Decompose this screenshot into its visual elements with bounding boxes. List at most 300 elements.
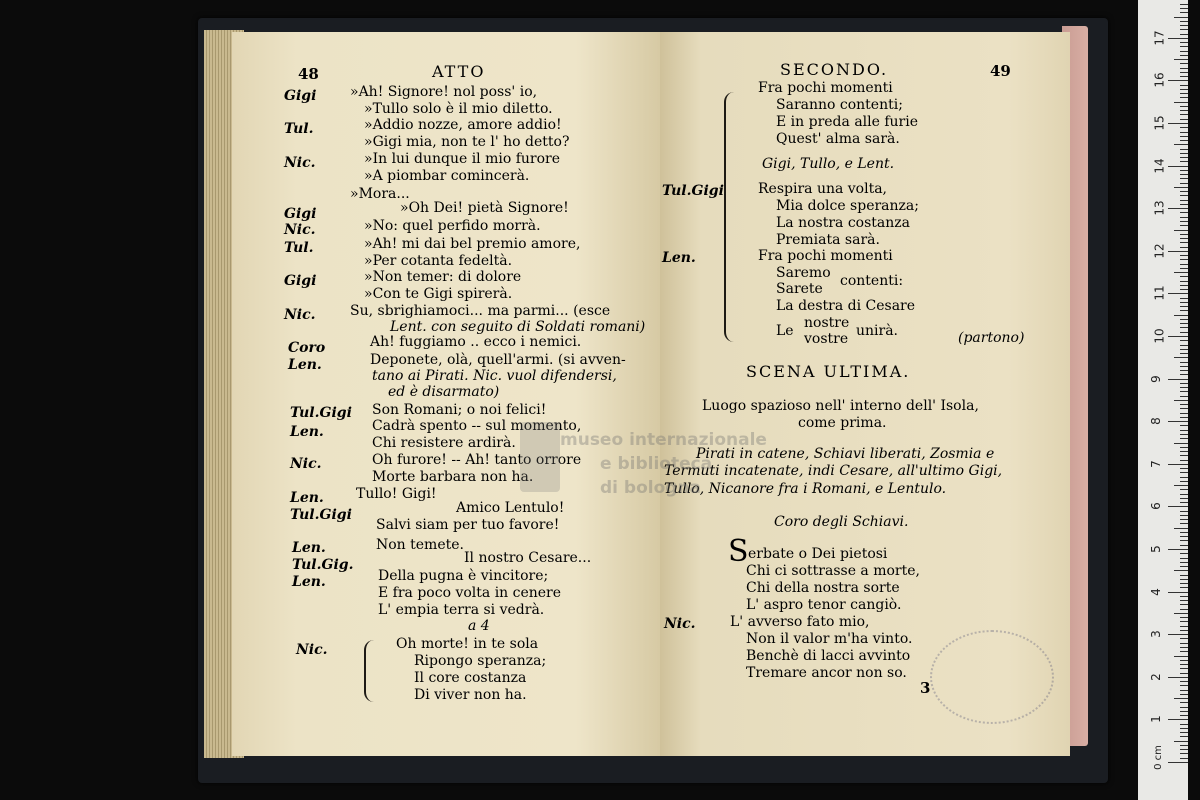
ruler-tick bbox=[1180, 34, 1188, 35]
speaker: Coro bbox=[288, 340, 326, 356]
library-stamp bbox=[930, 630, 1054, 724]
ruler-tick bbox=[1180, 587, 1188, 588]
ruler-tick bbox=[1180, 200, 1188, 201]
ruler-tick bbox=[1168, 379, 1188, 380]
ruler-tick bbox=[1168, 677, 1188, 678]
ruler-tick bbox=[1180, 353, 1188, 354]
ruler-tick bbox=[1180, 417, 1188, 418]
watermark-line: e biblioteca bbox=[600, 454, 713, 474]
stage-direction: ed è disarmato) bbox=[388, 384, 500, 400]
ruler-tick bbox=[1180, 264, 1188, 265]
ruler-tick bbox=[1180, 630, 1188, 631]
ruler-tick bbox=[1180, 225, 1188, 226]
speaker: Len. bbox=[292, 540, 326, 556]
ruler-tick bbox=[1180, 255, 1188, 256]
ruler-tick bbox=[1180, 302, 1188, 303]
ruler-label: 5 bbox=[1148, 545, 1163, 553]
ruler-tick bbox=[1180, 157, 1188, 158]
ruler-tick bbox=[1180, 76, 1188, 77]
verse-line: Cadrà spento -- sul momento, bbox=[372, 418, 582, 434]
ruler-tick bbox=[1180, 106, 1188, 107]
ruler-tick bbox=[1180, 438, 1188, 439]
speaker: Nic. bbox=[290, 456, 322, 472]
verse-line: »Non temer: di dolore bbox=[364, 269, 522, 285]
watermark-line: museo internazionale bbox=[560, 430, 767, 450]
ruler-tick bbox=[1180, 575, 1188, 576]
ruler-label: 11 bbox=[1152, 285, 1167, 302]
verse-line: »Ah! mi dai bel premio amore, bbox=[364, 236, 581, 252]
verse-line: »No: quel perfido morrà. bbox=[364, 218, 541, 234]
ruler-tick bbox=[1180, 289, 1188, 290]
scene-description: Luogo spazioso nell' interno dell' Isola, bbox=[702, 398, 979, 414]
ruler-tick bbox=[1180, 298, 1188, 299]
ruler-tick bbox=[1168, 506, 1188, 507]
ruler-tick bbox=[1180, 494, 1188, 495]
verse-line: Mia dolce speranza; bbox=[776, 198, 919, 214]
verse-line: E fra poco volta in cenere bbox=[378, 585, 562, 601]
ruler-tick bbox=[1180, 749, 1188, 750]
speaker: Len. bbox=[292, 574, 326, 590]
verse-line: Son Romani; o noi felici! bbox=[372, 402, 547, 418]
speaker: Nic. bbox=[296, 642, 328, 658]
ruler-tick bbox=[1180, 430, 1188, 431]
ruler-tick bbox=[1174, 656, 1188, 657]
verse-line: La nostra costanza bbox=[776, 215, 911, 231]
ruler-tick bbox=[1180, 626, 1188, 627]
ruler-tick bbox=[1180, 170, 1188, 171]
brace bbox=[364, 640, 374, 702]
ruler-tick bbox=[1168, 634, 1188, 635]
speaker: Tul. bbox=[284, 240, 314, 256]
ruler-tick bbox=[1180, 617, 1188, 618]
ruler-tick bbox=[1168, 421, 1188, 422]
ruler-tick bbox=[1180, 85, 1188, 86]
ruler-tick bbox=[1180, 609, 1188, 610]
ruler-tick bbox=[1180, 643, 1188, 644]
verse-line: »Con te Gigi spirerà. bbox=[364, 286, 513, 302]
speaker: Len. bbox=[290, 490, 324, 506]
ruler-tick bbox=[1168, 762, 1188, 763]
ruler-tick bbox=[1180, 566, 1188, 567]
speaker: Nic. bbox=[284, 307, 316, 323]
ruler-tick bbox=[1180, 728, 1188, 729]
ruler-tick bbox=[1180, 451, 1188, 452]
verse-line: »In lui dunque il mio furore bbox=[364, 151, 561, 167]
ruler-tick bbox=[1168, 549, 1188, 550]
stage-direction: Gigi, Tullo, e Lent. bbox=[762, 156, 895, 172]
ruler-tick bbox=[1174, 144, 1188, 145]
verse-line: »Ah! Signore! nol poss' io, bbox=[350, 84, 538, 100]
ruler-tick bbox=[1180, 707, 1188, 708]
speaker: Gigi bbox=[284, 273, 317, 289]
verse-line: Tremare ancor non so. bbox=[746, 665, 907, 681]
ruler-tick bbox=[1180, 323, 1188, 324]
ruler-tick bbox=[1180, 536, 1188, 537]
verse-line: Il nostro Cesare... bbox=[464, 550, 592, 566]
ruler-tick bbox=[1174, 698, 1188, 699]
ruler-tick bbox=[1180, 498, 1188, 499]
verse-line: Saranno contenti; bbox=[776, 97, 903, 113]
ruler-tick bbox=[1180, 540, 1188, 541]
ruler-tick bbox=[1180, 387, 1188, 388]
ruler-tick bbox=[1180, 753, 1188, 754]
ruler-tick bbox=[1180, 332, 1188, 333]
ruler-tick bbox=[1180, 12, 1188, 13]
ruler-tick bbox=[1168, 464, 1188, 465]
ruler-tick bbox=[1180, 668, 1188, 669]
ruler-tick bbox=[1174, 230, 1188, 231]
ruler-tick bbox=[1180, 327, 1188, 328]
ruler-tick bbox=[1180, 562, 1188, 563]
ruler-tick bbox=[1174, 741, 1188, 742]
ensemble-marker: a 4 bbox=[468, 618, 490, 634]
watermark-logo bbox=[520, 422, 560, 492]
ruler-tick bbox=[1180, 268, 1188, 269]
ruler-tick bbox=[1180, 545, 1188, 546]
verse-line: Il core costanza bbox=[414, 670, 527, 686]
verse-line: Fra pochi momenti bbox=[758, 248, 893, 264]
ruler-tick bbox=[1180, 532, 1188, 533]
ruler-tick bbox=[1180, 558, 1188, 559]
ruler-label: 15 bbox=[1152, 115, 1167, 131]
ruler-tick bbox=[1180, 183, 1188, 184]
ruler-tick bbox=[1180, 306, 1188, 307]
verse-line: Oh furore! -- Ah! tanto orrore bbox=[372, 452, 582, 468]
ruler-tick bbox=[1180, 736, 1188, 737]
verse-line: Ripongo speranza; bbox=[414, 653, 547, 669]
ruler-label: 16 bbox=[1152, 72, 1167, 89]
ruler-tick bbox=[1180, 681, 1188, 682]
ruler-tick bbox=[1180, 238, 1188, 239]
ruler-tick bbox=[1180, 46, 1188, 47]
verse-line: »A piombar comincerà. bbox=[364, 168, 530, 184]
ruler-tick bbox=[1180, 204, 1188, 205]
ruler-tick bbox=[1180, 55, 1188, 56]
verse-line: Saremo bbox=[776, 265, 831, 281]
stage-direction: Termuti incatenate, indi Cesare, all'ultimo Gigi, bbox=[664, 463, 1003, 479]
verse-line: Chi ci sottrasse a morte, bbox=[746, 563, 920, 579]
ruler-tick bbox=[1168, 719, 1188, 720]
ruler-tick bbox=[1180, 600, 1188, 601]
ruler-tick bbox=[1180, 621, 1188, 622]
ruler-tick bbox=[1168, 592, 1188, 593]
ruler-tick bbox=[1180, 4, 1188, 5]
ruler-label: 8 bbox=[1148, 417, 1163, 426]
ruler-tick bbox=[1168, 251, 1188, 252]
ruler-tick bbox=[1180, 72, 1188, 73]
verse-line: Chi resistere ardirà. bbox=[372, 435, 516, 451]
ruler-tick bbox=[1180, 51, 1188, 52]
ruler-tick bbox=[1180, 519, 1188, 520]
ruler-tick bbox=[1180, 404, 1188, 405]
ruler-tick bbox=[1180, 285, 1188, 286]
verse-line: L' avverso fato mio, bbox=[730, 614, 870, 630]
verse-line: Morte barbara non ha. bbox=[372, 469, 534, 485]
ruler-tick bbox=[1180, 455, 1188, 456]
ruler-tick bbox=[1180, 702, 1188, 703]
ruler-tick bbox=[1174, 102, 1188, 103]
ruler-tick bbox=[1180, 690, 1188, 691]
ruler-tick bbox=[1180, 673, 1188, 674]
verse-line: Salvi siam per tuo favore! bbox=[376, 517, 560, 533]
ruler-tick bbox=[1180, 247, 1188, 248]
ruler-tick bbox=[1180, 523, 1188, 524]
speaker: Tul. bbox=[284, 121, 314, 137]
ruler-tick bbox=[1180, 281, 1188, 282]
verse-line: L' empia terra si vedrà. bbox=[378, 602, 545, 618]
ruler-tick bbox=[1174, 570, 1188, 571]
ruler-tick bbox=[1180, 149, 1188, 150]
ruler-tick bbox=[1180, 8, 1188, 9]
speaker: Nic. bbox=[284, 155, 316, 171]
ruler-tick bbox=[1180, 178, 1188, 179]
ruler-tick bbox=[1180, 68, 1188, 69]
ruler-tick bbox=[1180, 362, 1188, 363]
ruler-tick bbox=[1180, 583, 1188, 584]
ruler-tick bbox=[1180, 758, 1188, 759]
ruler-tick bbox=[1180, 140, 1188, 141]
verse-line: Ah! fuggiamo .. ecco i nemici. bbox=[370, 334, 582, 350]
ruler-tick bbox=[1180, 217, 1188, 218]
ruler-label: 17 bbox=[1152, 30, 1167, 46]
verse-line: vostre bbox=[804, 331, 849, 347]
ruler-tick bbox=[1174, 528, 1188, 529]
ruler-tick bbox=[1180, 515, 1188, 516]
verse-line: Quest' alma sarà. bbox=[776, 131, 900, 147]
speaker: Nic. bbox=[284, 222, 316, 238]
ruler-tick bbox=[1174, 17, 1188, 18]
ruler-label: 7 bbox=[1148, 459, 1163, 468]
ruler-tick bbox=[1174, 443, 1188, 444]
ruler-tick bbox=[1180, 694, 1188, 695]
ruler-tick bbox=[1180, 114, 1188, 115]
verse-line: Sarete bbox=[776, 281, 823, 297]
ruler-label: 14 bbox=[1152, 157, 1167, 174]
ruler-tick bbox=[1180, 42, 1188, 43]
verse-line: Benchè di lacci avvinto bbox=[746, 648, 911, 664]
verse-line: »Oh Dei! pietà Signore! bbox=[400, 200, 569, 216]
verse-line: contenti: bbox=[840, 273, 904, 289]
ruler-tick bbox=[1180, 425, 1188, 426]
verse-line: E in preda alle furie bbox=[776, 114, 919, 130]
ruler-tick bbox=[1180, 132, 1188, 133]
ruler-tick bbox=[1180, 489, 1188, 490]
ruler-tick bbox=[1180, 638, 1188, 639]
stage-direction: (partono) bbox=[958, 330, 1025, 346]
verse-line: Respira una volta, bbox=[758, 181, 888, 197]
stage-direction: tano ai Pirati. Nic. vuol difendersi, bbox=[372, 368, 617, 384]
ruler-label: 3 bbox=[1148, 630, 1163, 639]
verse-line: La destra di Cesare bbox=[776, 298, 916, 314]
watermark-line: di bologna bbox=[600, 478, 702, 498]
ruler-tick bbox=[1180, 25, 1188, 26]
ruler-tick bbox=[1180, 724, 1188, 725]
stage-direction: Tullo, Nicanore fra i Romani, e Lentulo. bbox=[664, 481, 947, 497]
ruler-tick bbox=[1180, 553, 1188, 554]
ruler-label: 12 bbox=[1152, 243, 1167, 259]
ruler-tick bbox=[1168, 80, 1188, 81]
ruler-label: 1 bbox=[1148, 715, 1163, 724]
speaker: Len. bbox=[290, 424, 324, 440]
ruler-tick bbox=[1174, 613, 1188, 614]
ruler-tick bbox=[1180, 345, 1188, 346]
signature-mark: 3 bbox=[920, 679, 931, 697]
ruler-label: 9 bbox=[1148, 374, 1163, 383]
ruler-tick bbox=[1180, 242, 1188, 243]
page-number: 48 bbox=[298, 65, 319, 83]
ruler-tick bbox=[1180, 21, 1188, 22]
ruler-label: 13 bbox=[1152, 200, 1167, 216]
ruler-tick bbox=[1180, 396, 1188, 397]
verse-line: »Per cotanta fedeltà. bbox=[364, 253, 513, 269]
ruler-tick bbox=[1180, 119, 1188, 120]
verse-line: Le bbox=[776, 323, 794, 339]
ruler-tick bbox=[1168, 123, 1188, 124]
ruler-tick bbox=[1180, 349, 1188, 350]
ruler-tick bbox=[1180, 29, 1188, 30]
ruler-tick bbox=[1180, 481, 1188, 482]
speaker: Len. bbox=[662, 250, 696, 266]
speaker: Gigi bbox=[284, 88, 317, 104]
ruler-tick bbox=[1180, 511, 1188, 512]
verse-line: Non il valor m'ha vinto. bbox=[746, 631, 913, 647]
ruler-tick bbox=[1168, 208, 1188, 209]
ruler-tick bbox=[1180, 340, 1188, 341]
brace bbox=[724, 92, 734, 342]
ruler-tick bbox=[1180, 63, 1188, 64]
ruler-tick bbox=[1180, 651, 1188, 652]
ruler-tick bbox=[1180, 212, 1188, 213]
chorus-heading: Coro degli Schiavi. bbox=[774, 514, 909, 530]
speaker: Tul.Gigi bbox=[290, 405, 352, 421]
ruler-tick bbox=[1174, 400, 1188, 401]
verse-line: »Gigi mia, non te l' ho detto? bbox=[364, 134, 570, 150]
ruler-label: 4 bbox=[1148, 587, 1163, 596]
running-header: ATTO bbox=[432, 62, 486, 81]
ruler-tick bbox=[1180, 161, 1188, 162]
verse-line: Amico Lentulo! bbox=[456, 500, 565, 516]
ruler-tick bbox=[1180, 276, 1188, 277]
ruler-tick bbox=[1180, 579, 1188, 580]
verse-line: L' aspro tenor cangiò. bbox=[746, 597, 902, 613]
ruler-tick bbox=[1180, 383, 1188, 384]
verse-line: »Mora... bbox=[350, 186, 410, 202]
ruler-tick bbox=[1180, 374, 1188, 375]
ruler-tick bbox=[1180, 447, 1188, 448]
verse-line: »Tullo solo è il mio diletto. bbox=[364, 101, 553, 117]
verse-line: Oh morte! in te sola bbox=[396, 636, 539, 652]
ruler-tick bbox=[1180, 195, 1188, 196]
ruler-tick bbox=[1180, 468, 1188, 469]
ruler-tick bbox=[1180, 136, 1188, 137]
ruler-tick bbox=[1180, 370, 1188, 371]
ruler-tick bbox=[1180, 460, 1188, 461]
watermark bbox=[560, 428, 800, 500]
scene-heading: SCENA ULTIMA. bbox=[746, 362, 911, 381]
ruler-tick bbox=[1180, 502, 1188, 503]
verse-line: »Addio nozze, amore addio! bbox=[364, 117, 562, 133]
ruler-tick bbox=[1174, 485, 1188, 486]
ruler-tick bbox=[1180, 153, 1188, 154]
ruler-tick bbox=[1174, 59, 1188, 60]
ruler-tick bbox=[1180, 310, 1188, 311]
running-header: SECONDO. bbox=[780, 60, 889, 79]
ruler-tick bbox=[1180, 234, 1188, 235]
ruler-tick bbox=[1180, 97, 1188, 98]
ruler-tick bbox=[1180, 93, 1188, 94]
measurement-ruler bbox=[1138, 0, 1188, 800]
ruler-tick bbox=[1180, 191, 1188, 192]
verse-line: erbate o Dei pietosi bbox=[748, 546, 888, 562]
ruler-tick bbox=[1174, 357, 1188, 358]
verse-line: Deponete, olà, quell'armi. (si avven- bbox=[370, 352, 626, 368]
ruler-tick bbox=[1180, 745, 1188, 746]
ruler-tick bbox=[1180, 664, 1188, 665]
verse-line: Di viver non ha. bbox=[414, 687, 527, 703]
ruler-tick bbox=[1180, 685, 1188, 686]
scene-description: come prima. bbox=[798, 415, 887, 431]
ruler-tick bbox=[1168, 38, 1188, 39]
ruler-tick bbox=[1180, 366, 1188, 367]
ruler-tick bbox=[1180, 89, 1188, 90]
verse-line: Su, sbrighiamoci... ma parmi... (esce bbox=[350, 303, 611, 319]
ruler-label: 6 bbox=[1148, 502, 1163, 511]
ruler-tick bbox=[1180, 434, 1188, 435]
ruler-tick bbox=[1180, 319, 1188, 320]
ruler-tick bbox=[1180, 711, 1188, 712]
verse-line: Tullo! Gigi! bbox=[356, 486, 437, 502]
ruler-tick bbox=[1174, 187, 1188, 188]
ruler-tick bbox=[1174, 272, 1188, 273]
verse-line: nostre bbox=[804, 315, 850, 331]
ruler-tick bbox=[1168, 293, 1188, 294]
ruler-tick bbox=[1180, 408, 1188, 409]
verse-line: Fra pochi momenti bbox=[758, 80, 893, 96]
ruler-tick bbox=[1180, 660, 1188, 661]
verse-line: Non temete. bbox=[376, 537, 464, 553]
ruler-tick bbox=[1180, 604, 1188, 605]
ruler-tick bbox=[1168, 166, 1188, 167]
ruler-tick bbox=[1168, 336, 1188, 337]
verse-line: Premiata sarà. bbox=[776, 232, 880, 248]
ruler-label: 2 bbox=[1148, 672, 1163, 681]
ruler-label: 10 bbox=[1152, 328, 1167, 344]
ruler-tick bbox=[1180, 715, 1188, 716]
ruler-tick bbox=[1180, 413, 1188, 414]
ruler-tick bbox=[1180, 110, 1188, 111]
ruler-tick bbox=[1180, 127, 1188, 128]
ruler-tick bbox=[1180, 732, 1188, 733]
ruler-tick bbox=[1180, 596, 1188, 597]
stage-direction: Lent. con seguito di Soldati romani) bbox=[390, 319, 646, 335]
ruler-tick bbox=[1180, 477, 1188, 478]
drop-cap: S bbox=[728, 534, 749, 569]
verse-line: Della pugna è vincitore; bbox=[378, 568, 549, 584]
ruler-tick bbox=[1180, 259, 1188, 260]
ruler-tick bbox=[1174, 315, 1188, 316]
ruler-tick bbox=[1180, 472, 1188, 473]
speaker: Nic. bbox=[664, 616, 696, 632]
verse-line: Chi della nostra sorte bbox=[746, 580, 900, 596]
page-number: 49 bbox=[990, 62, 1011, 80]
speaker: Tul.Gigi bbox=[662, 183, 724, 199]
ruler-tick bbox=[1180, 647, 1188, 648]
speaker: Len. bbox=[288, 357, 322, 373]
ruler-tick bbox=[1180, 221, 1188, 222]
ruler-tick bbox=[1180, 174, 1188, 175]
speaker: Tul.Gig. bbox=[292, 557, 354, 573]
speaker: Tul.Gigi bbox=[290, 507, 352, 523]
